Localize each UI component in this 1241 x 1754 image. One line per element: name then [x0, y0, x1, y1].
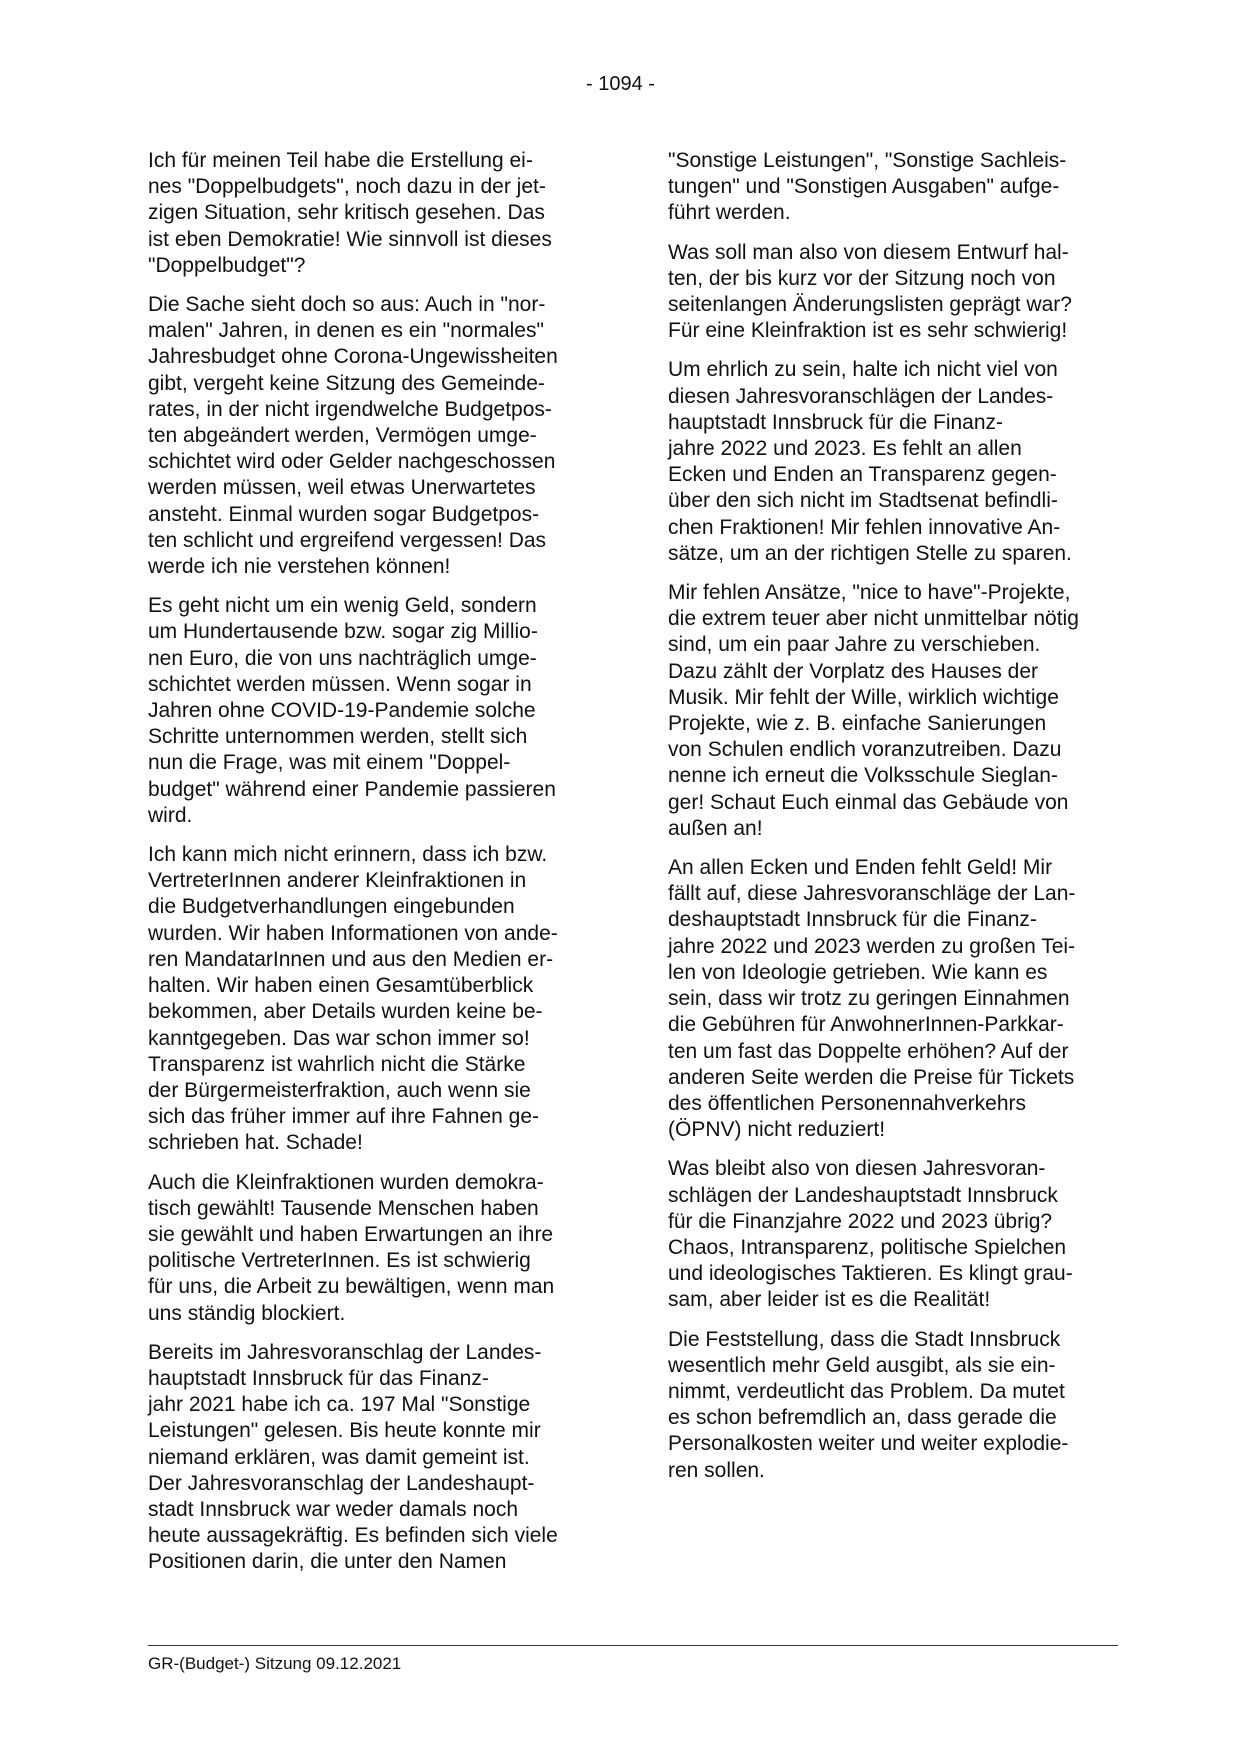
paragraph: Was soll man also von diesem Entwurf hal- ten, der bis kurz vor der Sitzung noch von seitenlangen Änderungslisten geprägt war? Für eine Kleinfraktion ist es sehr schwierig!: [668, 240, 1072, 343]
paragraph: An allen Ecken und Enden fehlt Geld! Mir fällt auf, diese Jahresvoranschläge der Lan- deshauptstadt Innsbruck für die Finanz- jahre 2022 und 2023 werden zu großen Tei- len von Ideologie getrieben. Wie kann es sein, dass wir trotz zu geringen Einnahmen die Gebühren für AnwohnerInnen-Parkkar- ten um fast das Doppelte erhöhen? Auf der anderen Seite werden die Preise für Tickets des öffentlichen Personennahverkehrs (ÖPNV) nicht reduziert!: [668, 856, 1076, 1142]
paragraph: Die Feststellung, dass die Stadt Innsbruck wesentlich mehr Geld ausgibt, als sie ein- nimmt, verdeutlicht das Problem. Da mutet es schon befremdlich an, dass gerade die Personalkosten weiter und weiter explodie- ren sollen.: [668, 1327, 1069, 1482]
paragraph: Es geht nicht um ein wenig Geld, sondern um Hundertausende bzw. sogar zig Millio- nen Euro, die von uns nachträglich umge- schichtet werden müssen. Wenn sogar in Jahren ohne COVID-19-Pandemie solche Schritte unternommen werden, stellt sich nun die Frage, was mit einem "Doppel- budget" während einer Pandemie passieren wird.: [148, 594, 556, 827]
paragraph: Auch die Kleinfraktionen wurden demokra- tisch gewählt! Tausende Menschen haben sie gewählt und haben Erwartungen an ihre politische VertreterInnen. Es ist schwierig für uns, die Arbeit zu bewältigen, wenn man uns ständig blockiert.: [148, 1170, 555, 1325]
left-text-column: [148, 148, 598, 1589]
page-number: - 1094 -: [586, 73, 655, 95]
paragraph: Was bleibt also von diesen Jahresvoran- schlägen der Landeshauptstadt Innsbruck für die Finanzjahre 2022 und 2023 übrig? Chaos, Intransparenz, politische Spielchen und ideologisches Taktieren. Es klingt grau- sam, aber leider ist es die Realität!: [668, 1157, 1073, 1312]
paragraph: Die Sache sieht doch so aus: Auch in "nor- malen" Jahren, in denen es ein "normales" Jahresbudget ohne Corona-Ungewissheiten gibt, vergeht keine Sitzung des Gemeinde- rates, in der nicht irgendwelche Budgetpos- ten abgeändert werden, Vermögen umge- schichtet wird oder Gelder nachgeschossen werden müssen, weil etwas Unerwartetes ansteht. Einmal wurden sogar Budgetpos- ten schlicht und ergreifend vergessen! Das werde ich nie verstehen können!: [148, 293, 558, 579]
paragraph: Bereits im Jahresvoranschlag der Landes- hauptstadt Innsbruck für das Finanz- jahr 2021 habe ich ca. 197 Mal "Sonstige Leistungen" gelesen. Bis heute konnte mir niemand erklären, was damit gemeint ist. Der Jahresvoranschlag der Landeshaupt- stadt Innsbruck war weder damals noch heute aussagekräftig. Es befinden sich viele Positionen darin, die unter den Namen: [148, 1340, 558, 1574]
footer-divider: [148, 1645, 1118, 1646]
paragraph: "Sonstige Leistungen", "Sonstige Sachleis- tungen" und "Sonstigen Ausgaben" aufge- führt werden.: [668, 149, 1067, 225]
paragraph: Um ehrlich zu sein, halte ich nicht viel von diesen Jahresvoranschlägen der Landes- hauptstadt Innsbruck für die Finanz- jahre 2022 und 2023. Es fehlt an allen Ecken und Enden an Transparenz gegen- über den sich nicht im Stadtsenat befindli- chen Fraktionen! Mir fehlen innovative An- sätze, um an der richtigen Stelle zu sparen.: [668, 358, 1072, 565]
paragraph: Mir fehlen Ansätze, "nice to have"-Projekte, die extrem teuer aber nicht unmittelbar nötig sind, um ein paar Jahre zu verschieben. Dazu zählt der Vorplatz des Hauses der Musik. Mir fehlt der Wille, wirklich wichtige Projekte, wie z. B. einfache Sanierungen von Schulen endlich voranzutreiben. Dazu nenne ich erneut die Volksschule Sieglan- ger! Schaut Euch einmal das Gebäude von außen an!: [668, 581, 1079, 840]
paragraph: Ich für meinen Teil habe die Erstellung ei- nes "Doppelbudgets", noch dazu in der jet- zigen Situation, sehr kritisch gesehen. Das ist eben Demokratie! Wie sinnvoll ist dieses "Doppelbudget"?: [148, 149, 552, 277]
footer-session-label: GR-(Budget-) Sitzung 09.12.2021: [148, 1654, 402, 1673]
right-text-column: [668, 148, 1118, 1497]
paragraph: Ich kann mich nicht erinnern, dass ich bzw. VertreterInnen anderer Kleinfraktionen in die Budgetverhandlungen eingebunden wurden. Wir haben Informationen von ande- ren MandatarInnen und aus den Medien er- halten. Wir haben einen Gesamtüberblick bekommen, aber Details wurden keine be- kanntgegeben. Das war schon immer so! Transparenz ist wahrlich nicht die Stärke der Bürgermeisterfraktion, auch wenn sie sich das früher immer auf ihre Fahnen ge- schrieben hat. Schade!: [148, 843, 558, 1155]
